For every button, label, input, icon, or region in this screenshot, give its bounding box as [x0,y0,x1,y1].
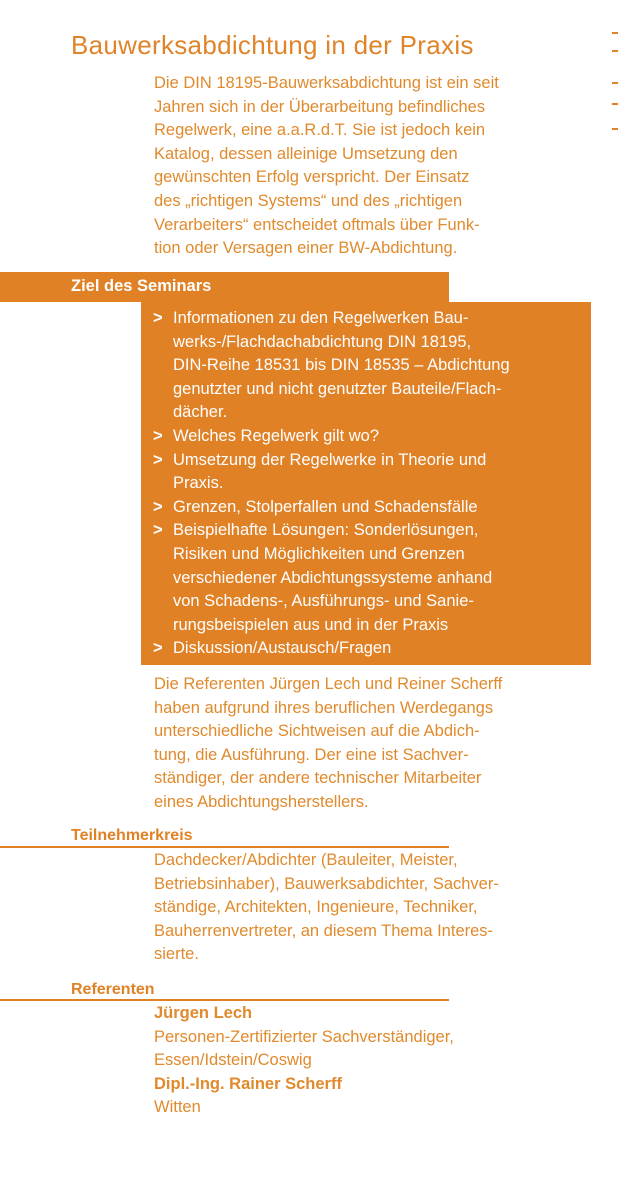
page-title: Bauwerksabdichtung in der Praxis [71,30,474,60]
list-item [153,307,583,425]
list-item-line: Praxis. [173,474,224,493]
teilnehmerkreis-heading: Teilnehmerkreis [71,827,193,844]
intro-line: des „richtigen Systems“ und des „richtigen [154,191,463,210]
paragraph-line: Dachdecker/Abdichter (Bauleiter, Meister, [154,851,458,869]
paragraph-line: Die Referenten Jürgen Lech und Reiner Scherff [154,675,503,693]
referent-name: Dipl.-Ing. Rainer Scherff [154,1074,342,1093]
list-item [153,449,583,496]
paragraph-line: haben aufgrund ihres beruflichen Werdegangs [154,698,494,717]
referent-name: Jürgen Lech [154,1004,253,1022]
list-item [153,425,583,449]
list-item [153,637,583,661]
intro-line: tion oder Versagen einer BW-Abdichtung. [154,239,458,258]
intro-line: gewünschten Erfolg verspricht. Der Einsatz [154,168,470,187]
paragraph-line: tung, die Ausführung. Der eine ist Sachver- [154,745,469,764]
referent-detail: Witten [154,1098,201,1117]
ziel-heading: Ziel des Seminars [71,277,212,295]
bullet-arrow-icon: > [153,309,163,327]
intro-line: Die DIN 18195-Bauwerksabdichtung ist ein seit [154,74,499,92]
ziel-section-header [0,272,449,302]
list-item-line: Diskussion/Austausch/Fragen [173,639,392,658]
paragraph-line: Betriebsinhaber), Bauwerksabdichter, Sachver- [154,874,499,893]
list-item-line: Beispielhafte Lösungen: Sonderlösungen, [173,521,479,540]
paragraph-line: eines Abdichtungsherstellers. [154,792,369,811]
intro-line: Verarbeiters“ entscheidet oftmals über Funk- [154,215,480,234]
referent-detail: Personen-Zertifizierter Sachverständiger, [154,1027,454,1046]
intro-paragraph [154,72,574,261]
bullet-arrow-icon: > [153,639,163,658]
teilnehmerkreis-paragraph [154,849,574,967]
list-item-line: werks-/Flachdachabdichtung DIN 18195, [173,332,472,351]
list-item-line: DIN-Reihe 18531 bis DIN 18535 – Abdichtung [173,356,510,375]
paragraph-line: Bauherrenvertreter, an diesem Thema Interes- [154,921,494,940]
intro-line: Katalog, dessen alleinige Umsetzung den [154,144,458,163]
section-divider [0,846,449,848]
referenten-intro-paragraph [154,673,574,815]
list-item-line: dächer. [173,403,228,422]
list-item-line: genutzter und nicht genutzter Bauteile/Flach- [173,379,502,398]
bullet-arrow-icon: > [153,521,163,540]
list-item-line: Risiken und Möglichkeiten und Grenzen [173,544,465,563]
intro-line: Regelwerk, eine a.a.R.d.T. Sie ist jedoch kein [154,121,486,140]
bullet-arrow-icon: > [153,426,163,445]
bullet-arrow-icon: > [153,497,163,516]
paragraph-line: ständiger, der andere technischer Mitarbeiter [154,769,482,788]
paragraph-line: unterschiedliche Sichtweisen auf die Abdich- [154,722,480,741]
intro-line: Jahren sich in der Überarbeitung befindliches [154,97,486,116]
list-item-line: Umsetzung der Regelwerke in Theorie und [173,450,487,469]
list-item-line: rungsbeispielen aus und in der Praxis [173,615,449,634]
ziel-list-box [141,302,591,665]
list-item-line: Grenzen, Stolperfallen und Schadensfälle [173,497,478,516]
referenten-list [154,1002,574,1120]
paragraph-line: ständige, Architekten, Ingenieure, Techniker, [154,898,478,917]
section-divider [0,999,449,1001]
list-item [153,519,583,637]
bullet-arrow-icon: > [153,450,163,469]
list-item-line: Welches Regelwerk gilt wo? [173,426,380,445]
list-item-line: verschiedener Abdichtungssysteme anhand [173,568,493,587]
referent-detail: Essen/Idstein/Coswig [154,1051,312,1070]
paragraph-line: sierte. [154,945,199,964]
list-item [153,496,583,520]
list-item-line: von Schadens-, Ausführungs- und Sanie- [173,592,474,611]
list-item-line: Informationen zu den Regelwerken Bau- [173,309,469,327]
ziel-list [153,307,583,661]
referenten-heading: Referenten [71,981,155,998]
